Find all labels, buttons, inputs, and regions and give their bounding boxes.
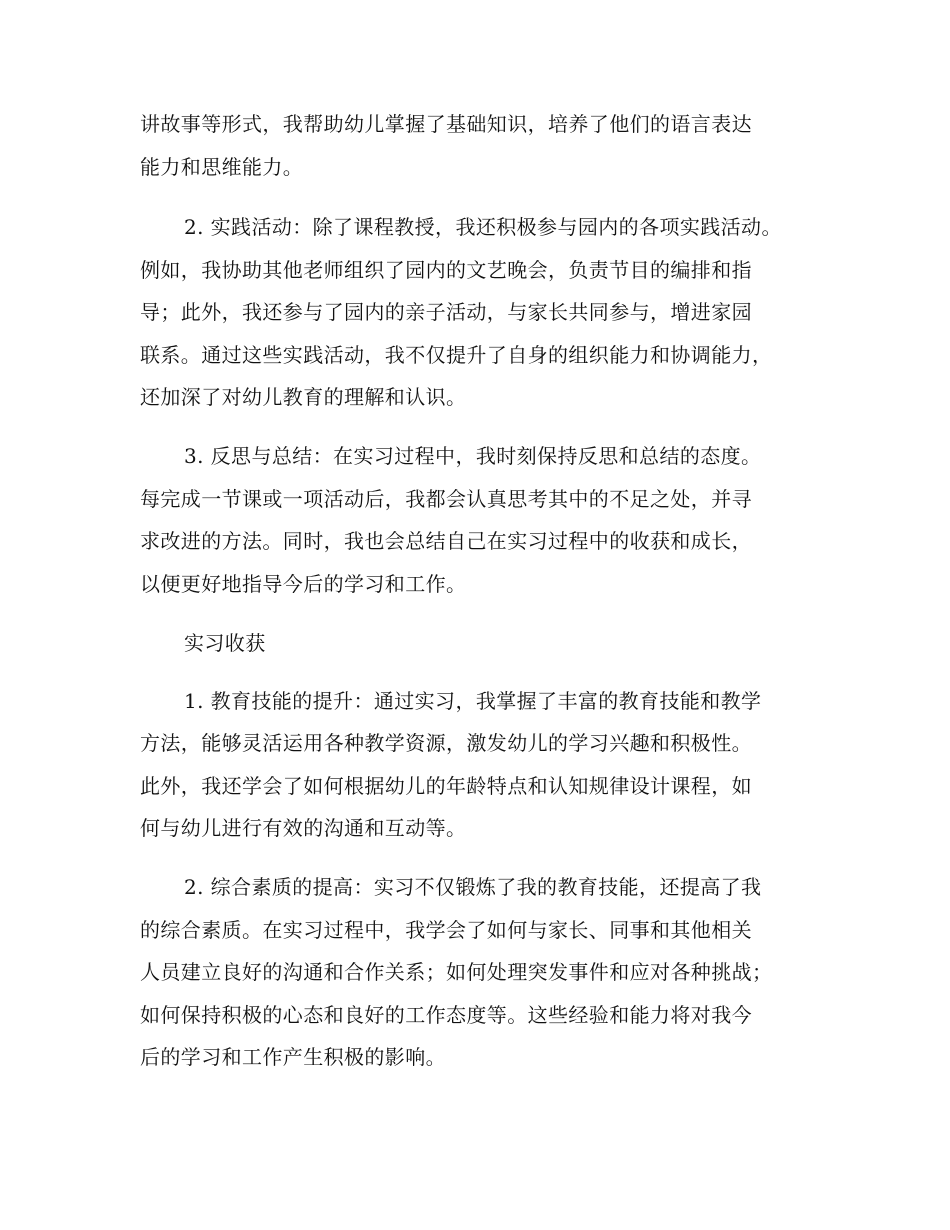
text-line: 能力和思维能力。 <box>140 155 304 179</box>
text-line: 方法，能够灵活运用各种教学资源，激发幼儿的学习兴趣和积极性。 <box>140 731 752 755</box>
text-line: 何与幼儿进行有效的沟通和互动等。 <box>140 816 467 840</box>
text-line: 讲故事等形式，我帮助幼儿掌握了基础知识，培养了他们的语言表达 <box>140 112 752 136</box>
section-heading: 实习收获 <box>184 631 266 655</box>
text-line: 后的学习和工作产生积极的影响。 <box>140 1045 446 1069</box>
text-line: 求改进的方法。同时，我也会总结自己在实习过程中的收获和成长， <box>140 529 752 553</box>
text-line: 以便更好地指导今后的学习和工作。 <box>140 572 467 596</box>
text-line: 2. 实践活动：除了课程教授，我还积极参与园内的各项实践活动。 <box>184 215 782 239</box>
text-line: 如何保持积极的心态和良好的工作态度等。这些经验和能力将对我今 <box>140 1003 752 1027</box>
text-line: 2. 综合素质的提高：实习不仅锻炼了我的教育技能，还提高了我 <box>184 875 762 899</box>
text-line: 每完成一节课或一项活动后，我都会认真思考其中的不足之处，并寻 <box>140 487 752 511</box>
text-line: 联系。通过这些实践活动，我不仅提升了自身的组织能力和协调能力， <box>140 343 773 367</box>
text-line: 3. 反思与总结：在实习过程中，我时刻保持反思和总结的态度。 <box>184 444 762 468</box>
text-line: 的综合素质。在实习过程中，我学会了如何与家长、同事和其他相关 <box>140 918 752 942</box>
text-line: 导；此外，我还参与了园内的亲子活动，与家长共同参与，增进家园 <box>140 300 752 324</box>
text-line: 还加深了对幼儿教育的理解和认识。 <box>140 385 467 409</box>
text-line: 例如，我协助其他老师组织了园内的文艺晚会，负责节目的编排和指 <box>140 258 752 282</box>
text-line: 此外，我还学会了如何根据幼儿的年龄特点和认知规律设计课程，如 <box>140 774 752 798</box>
text-line: 1. 教育技能的提升：通过实习，我掌握了丰富的教育技能和教学 <box>184 689 762 713</box>
text-line: 人员建立良好的沟通和合作关系；如何处理突发事件和应对各种挑战； <box>140 960 773 984</box>
